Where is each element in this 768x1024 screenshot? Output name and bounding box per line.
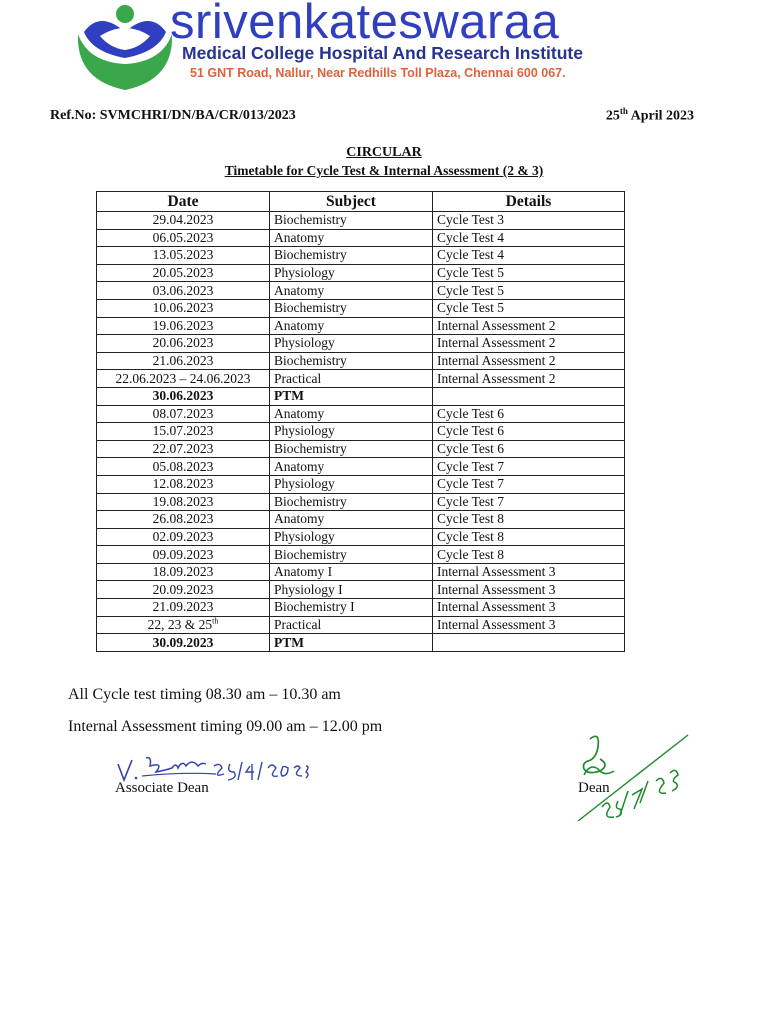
cell-subject — [270, 511, 433, 529]
timetable-body — [97, 212, 625, 652]
table-row — [97, 212, 625, 230]
cell-date-text: 20.05.2023 — [152, 265, 214, 281]
table-row — [97, 511, 625, 529]
cell-subject — [270, 528, 433, 546]
cell-date-text: 03.06.2023 — [152, 282, 214, 298]
cell-date — [97, 511, 270, 529]
cell-subject — [270, 335, 433, 353]
cell-date-text: 05.08.2023 — [152, 458, 214, 474]
cell-subject-text: Biochemistry — [274, 300, 347, 316]
cell-details — [433, 212, 625, 230]
date-day: 25 — [605, 108, 620, 124]
circular-title: CIRCULAR — [346, 145, 422, 160]
timetable — [96, 191, 625, 652]
cell-date-text: 30.09.2023 — [152, 634, 214, 650]
cell-details-text: Internal Assessment 3 — [437, 581, 556, 597]
cell-date — [97, 528, 270, 546]
cell-details — [433, 352, 625, 370]
cell-subject — [270, 247, 433, 265]
cell-subject-text: Anatomy — [274, 229, 325, 245]
cell-date — [97, 212, 270, 230]
cell-subject-text: Biochemistry — [274, 493, 347, 509]
table-row — [97, 387, 625, 405]
cell-subject-text: Practical — [274, 370, 322, 386]
table-row — [97, 423, 625, 441]
table-row — [97, 563, 625, 581]
cycle-test-timing: All Cycle test timing 08.30 am – 10.30 am — [68, 686, 341, 703]
cell-details-text: Cycle Test 6 — [437, 441, 505, 457]
cell-date-text: 22.06.2023 – 24.06.2023 — [115, 370, 251, 386]
cell-subject — [270, 212, 433, 230]
cell-subject — [270, 299, 433, 317]
cell-details — [433, 229, 625, 247]
cell-subject-text: PTM — [274, 634, 304, 650]
associate-dean-label: Associate Dean — [115, 780, 209, 796]
cell-details — [433, 282, 625, 300]
cell-details — [433, 317, 625, 335]
cell-date-text: 18.09.2023 — [152, 564, 214, 580]
cell-date — [97, 563, 270, 581]
cell-details — [433, 458, 625, 476]
cell-date-text: 20.06.2023 — [152, 335, 214, 351]
cell-subject — [270, 423, 433, 441]
cell-date — [97, 458, 270, 476]
cell-date — [97, 247, 270, 265]
reference-number: Ref.No: SVMCHRI/DN/BA/CR/013/2023 — [50, 108, 296, 123]
cell-subject — [270, 581, 433, 599]
timetable-header-row — [97, 192, 625, 212]
table-row — [97, 317, 625, 335]
cell-subject — [270, 405, 433, 423]
cell-subject-text: Biochemistry — [274, 247, 347, 263]
cell-date — [97, 440, 270, 458]
cell-details-text: Cycle Test 7 — [437, 458, 505, 474]
cell-details — [433, 616, 625, 634]
cell-details — [433, 423, 625, 441]
cell-subject — [270, 634, 433, 652]
circular-date — [606, 106, 694, 125]
cell-subject — [270, 387, 433, 405]
cell-subject-text: Anatomy — [274, 405, 325, 421]
cell-date-text: 22.07.2023 — [152, 441, 214, 457]
cell-date-text: 29.04.2023 — [152, 212, 214, 228]
brand-subtitle: Medical College Hospital And Research Institute — [182, 43, 583, 63]
cell-date — [97, 634, 270, 652]
table-row — [97, 546, 625, 564]
cell-subject-text: Anatomy — [274, 282, 325, 298]
header-details: Details — [433, 192, 625, 212]
cell-subject — [270, 475, 433, 493]
cell-subject — [270, 458, 433, 476]
cell-date — [97, 335, 270, 353]
cell-details — [433, 387, 625, 405]
cell-details — [433, 581, 625, 599]
cell-date-text: 20.09.2023 — [152, 581, 214, 597]
cell-date — [97, 229, 270, 247]
cell-details — [433, 493, 625, 511]
cell-details-text: Cycle Test 3 — [437, 212, 505, 228]
cell-subject-text: Biochemistry I — [274, 599, 355, 615]
table-row — [97, 475, 625, 493]
cell-details-text: Cycle Test 6 — [437, 405, 505, 421]
cell-details-text: Cycle Test 5 — [437, 282, 505, 298]
table-row — [97, 458, 625, 476]
table-row — [97, 405, 625, 423]
cell-subject-text: Physiology — [274, 265, 335, 281]
cell-date — [97, 475, 270, 493]
cell-date — [97, 370, 270, 388]
table-row — [97, 264, 625, 282]
cell-date-text: 08.07.2023 — [152, 405, 214, 421]
cell-subject-text: PTM — [274, 388, 304, 404]
cell-details-text: Internal Assessment 3 — [437, 616, 556, 632]
cell-date-text: 21.06.2023 — [152, 353, 214, 369]
cell-details-text: Internal Assessment 2 — [437, 353, 556, 369]
cell-details-text: Cycle Test 8 — [437, 511, 505, 527]
cell-date — [97, 299, 270, 317]
cell-subject — [270, 229, 433, 247]
cell-subject-text: Biochemistry — [274, 546, 347, 562]
cell-subject-text: Physiology — [274, 528, 335, 544]
date-month-year: April 2023 — [627, 108, 694, 124]
cell-details — [433, 440, 625, 458]
table-row — [97, 229, 625, 247]
cell-details-text: Cycle Test 8 — [437, 546, 505, 562]
cell-details — [433, 247, 625, 265]
cell-date-text: 13.05.2023 — [152, 247, 214, 263]
cell-date — [97, 405, 270, 423]
cell-details-text: Cycle Test 8 — [437, 528, 505, 544]
cell-details-text: Internal Assessment 2 — [437, 317, 556, 333]
cell-subject-text: Physiology — [274, 335, 335, 351]
table-row — [97, 335, 625, 353]
cell-details-text: Cycle Test 6 — [437, 423, 505, 439]
cell-details-text: Cycle Test 7 — [437, 476, 505, 492]
table-row — [97, 299, 625, 317]
cell-date-text: 02.09.2023 — [152, 528, 214, 544]
cell-details — [433, 511, 625, 529]
cell-details — [433, 264, 625, 282]
table-row — [97, 599, 625, 617]
cell-subject — [270, 616, 433, 634]
cell-details — [433, 370, 625, 388]
cell-date — [97, 387, 270, 405]
table-row — [97, 493, 625, 511]
cell-details-text: Cycle Test 5 — [437, 300, 505, 316]
cell-subject — [270, 370, 433, 388]
cell-date — [97, 282, 270, 300]
table-row — [97, 282, 625, 300]
cell-subject — [270, 282, 433, 300]
cell-subject — [270, 546, 433, 564]
dean-label: Dean — [578, 780, 610, 796]
dean-signature — [570, 725, 695, 825]
cell-date — [97, 423, 270, 441]
cell-date — [97, 616, 270, 634]
cell-subject-text: Physiology I — [274, 581, 343, 597]
cell-date — [97, 493, 270, 511]
cell-details — [433, 563, 625, 581]
institute-logo — [70, 2, 180, 94]
cell-details — [433, 475, 625, 493]
cell-details-text: Cycle Test 7 — [437, 493, 505, 509]
cell-subject — [270, 440, 433, 458]
cell-subject-text: Physiology — [274, 423, 335, 439]
cell-date — [97, 352, 270, 370]
cell-details — [433, 299, 625, 317]
cell-details — [433, 546, 625, 564]
cell-date — [97, 581, 270, 599]
cell-subject-text: Anatomy — [274, 317, 325, 333]
table-row — [97, 247, 625, 265]
cell-subject-text: Anatomy I — [274, 564, 333, 580]
cell-date-suffix: th — [212, 616, 219, 626]
cell-date-text: 06.05.2023 — [152, 229, 214, 245]
cell-date-text: 10.06.2023 — [152, 300, 214, 316]
cell-date — [97, 546, 270, 564]
cell-details-text: Internal Assessment 2 — [437, 370, 556, 386]
cell-subject — [270, 599, 433, 617]
cell-details — [433, 335, 625, 353]
cell-details-text: Internal Assessment 3 — [437, 599, 556, 615]
cell-details-text: Internal Assessment 3 — [437, 564, 556, 580]
cell-date-text: 09.09.2023 — [152, 546, 214, 562]
header-subject: Subject — [270, 192, 433, 212]
table-row — [97, 440, 625, 458]
cell-subject-text: Practical — [274, 616, 322, 632]
cell-date-text: 26.08.2023 — [152, 511, 214, 527]
cell-subject-text: Anatomy — [274, 458, 325, 474]
header-date: Date — [97, 192, 270, 212]
cell-subject-text: Biochemistry — [274, 212, 347, 228]
cell-details-text: Cycle Test 4 — [437, 229, 505, 245]
table-row — [97, 370, 625, 388]
date-suffix: th — [619, 106, 628, 116]
cell-date — [97, 599, 270, 617]
cell-subject — [270, 317, 433, 335]
cell-date — [97, 264, 270, 282]
cell-subject — [270, 493, 433, 511]
cell-subject-text: Physiology — [274, 476, 335, 492]
cell-details-text: Cycle Test 5 — [437, 265, 505, 281]
internal-assessment-timing: Internal Assessment timing 09.00 am – 12.00 pm — [68, 718, 383, 735]
table-row — [97, 528, 625, 546]
cell-details-text: Internal Assessment 2 — [437, 335, 556, 351]
cell-subject — [270, 563, 433, 581]
cell-date-text: 21.09.2023 — [152, 599, 214, 615]
cell-details-text: Cycle Test 4 — [437, 247, 505, 263]
cell-details — [433, 599, 625, 617]
cell-date-text: 19.08.2023 — [152, 493, 214, 509]
table-row — [97, 616, 625, 634]
table-row — [97, 581, 625, 599]
cell-details — [433, 634, 625, 652]
cell-details — [433, 405, 625, 423]
cell-subject — [270, 264, 433, 282]
brand-name: srivenkateswaraa — [170, 0, 560, 49]
circular-subtitle: Timetable for Cycle Test & Internal Assessment (2 & 3) — [224, 163, 544, 178]
cell-subject-text: Biochemistry — [274, 441, 347, 457]
table-row — [97, 352, 625, 370]
cell-details — [433, 528, 625, 546]
cell-subject-text: Anatomy — [274, 511, 325, 527]
cell-date — [97, 317, 270, 335]
cell-subject-text: Biochemistry — [274, 353, 347, 369]
cell-subject — [270, 352, 433, 370]
cell-date-text: 22, 23 & 25 — [147, 616, 213, 632]
cell-date-text: 30.06.2023 — [152, 388, 214, 404]
cell-date-text: 15.07.2023 — [152, 423, 214, 439]
table-row — [97, 634, 625, 652]
cell-date-text: 12.08.2023 — [152, 476, 214, 492]
brand-address: 51 GNT Road, Nallur, Near Redhills Toll Plaza, Chennai 600 067. — [190, 66, 566, 80]
cell-date-text: 19.06.2023 — [152, 317, 214, 333]
